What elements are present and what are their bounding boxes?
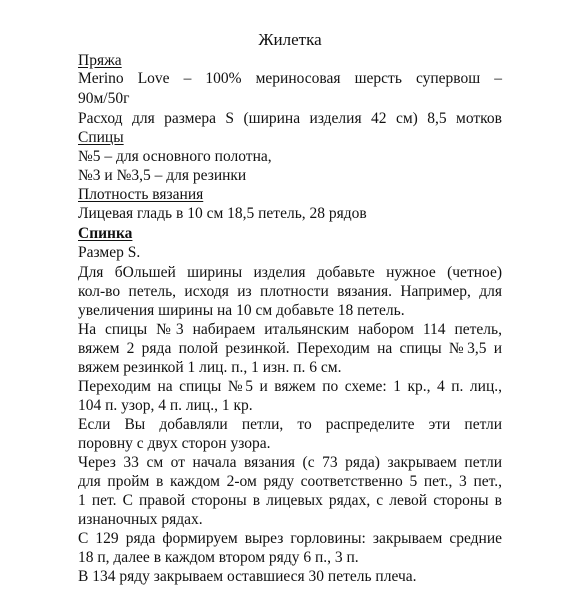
text-line: Если Вы добавляли петли, то распределите эти петли [78,416,502,433]
text-line: С 129 ряда формируем вырез горловины: закрываем средние [78,530,502,547]
text-line: для пройм в каждом 2-ом ряду соответственно 5 пет., 3 пет., [78,473,502,490]
section-heading-back: Спинка [78,225,133,242]
text-line: вяжем резинкой 1 лиц. п., 1 изн. п. 6 см. [78,359,342,376]
text-line: №5 – для основного полотна, [78,148,272,165]
text-line: 1 пет. С правой стороны в лицевых рядах, с левой стороны в [78,492,502,509]
text-line: Размер S. [78,244,141,261]
text-line: На спицы №3 набираем итальянским набором 114 петель, [78,321,502,338]
text-line: Переходим на спицы №5 и вяжем по схеме: 1 кр., 4 п. лиц., [78,378,502,395]
section-heading-yarn: Пряжа [78,52,122,69]
document-title: Жилетка [258,30,322,49]
text-line: поровну с двух сторон узора. [78,435,271,452]
text-line: Лицевая гладь в 10 см 18,5 петель, 28 рядов [78,205,367,222]
text-line: 90м/50г [78,90,130,107]
text-line: Merino Love – 100% мериносовая шерсть супервош – [78,70,502,87]
text-line: Расход для размера S (ширина изделия 42 см) 8,5 мотков [78,110,502,127]
text-line: №3 и №3,5 – для резинки [78,167,247,184]
section-heading-needles: Спицы [78,129,124,146]
text-line: Через 33 см от начала вязания (с 73 ряда) закрываем петли [78,454,502,471]
text-line: 18 п, далее в каждом втором ряду 6 п., 3 п. [78,549,359,566]
section-heading-gauge: Плотность вязания [78,186,204,203]
text-line: В 134 ряду закрываем оставшиеся 30 петель плеча. [78,568,417,585]
text-line: кол-во петель, исходя из плотности вязания. Например, для [78,283,502,300]
text-line: изнаночных рядах. [78,511,203,528]
text-line: 104 п. узор, 4 п. лиц., 1 кр. [78,397,253,414]
text-line: вяжем 2 ряда полой резинкой. Переходим на спицы №3,5 и [78,340,502,357]
text-line: увеличения ширины на 10 см добавьте 18 петель. [78,302,405,319]
text-line: Для бОльшей ширины изделия добавьте нужное (четное) [78,264,502,281]
